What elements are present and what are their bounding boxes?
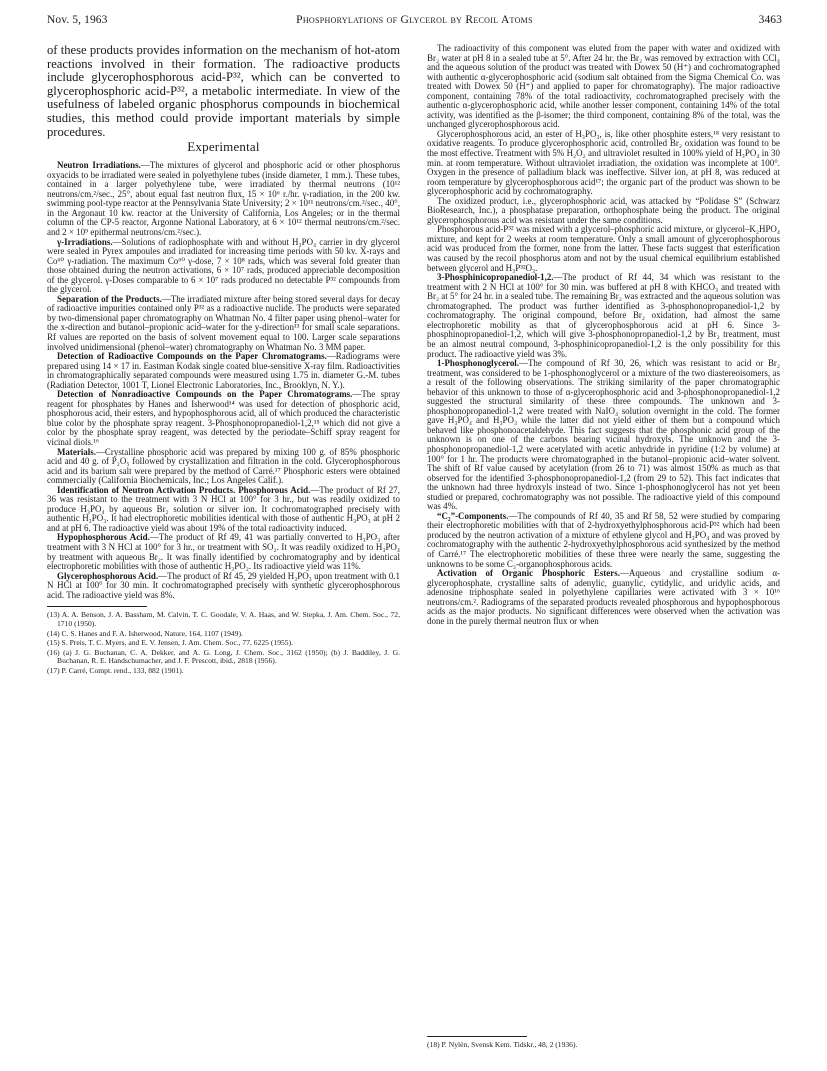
body-paragraph xyxy=(47,390,400,447)
right-column xyxy=(427,44,780,626)
paragraph-text: —The spray reagent for phosphates by Hanes and Isherwood¹⁴ was used for detection of phosphoric acid, phosphorous acid, their esters, and hypophosphorous acid, all of which produced the characteristic blue color by the phosphate spray reagent. 3-Phosphonopropanediol-1,2,¹⁵ which did not give a color by the phosphate spray reagent, was detected by the periodate–Schiff spray reagent for vicinal diols.¹⁶ xyxy=(47,389,400,448)
footnote: (13) A. A. Benson, J. A. Bassham, M. Calvin, T. C. Goodale, V. A. Haas, and W. Stepka, J. Am. Chem. Soc., 72, 1710 (1950). xyxy=(47,610,400,628)
paragraph-text: —Solutions of radiophosphate with and without H₃PO₄ carrier in dry glycerol were sealed in Pyrex ampoules and irradiated for increasing time periods with 50 kv. X-rays and Co⁶⁰ γ-radiation. The maximum Co⁶⁰ γ-dose, 7 × 10⁸ rads, which was several fold greater than those obtained during the neutron activations, 6 × 10⁷ rads, produced appreciable decomposition of the glycerol. γ-Doses comparable to 6 × 10⁷ rads produced no detectable P³² compounds from the glycerol. xyxy=(47,236,400,295)
paragraph-text: —The product of Rf 49, 41 was partially converted to H₃PO₃ after treatment with 3 N HCl at 100° for 3 hr., or treatment with SO₂. It was readily oxidized to H₃PO₄ by treatment with aqueous Br₂. It was finally identified by cochromatography and by identical electrophoretic mobilities with those of authentic H₃PO₂. Its radioactive yield was 11%. xyxy=(47,532,400,572)
paragraph-text: Phosphorous acid-P³² was mixed with a glycerol–phosphoric acid mixture, or glycerol–K₂HPO₄ mixture, and kept for 2 weeks at room temperature. Only a small amount of glycerophosphorous acid was produced from the former, none from the latter. These facts suggest that esterification was caused by the recoil phosphorus atom and not by the usual chemical equilibrium established between glycerol and H₃P³²O₃. xyxy=(427,224,780,273)
body-paragraph xyxy=(47,533,400,571)
paragraph-run-in-heading: 3-Phosphinicopropanediol-1,2. xyxy=(437,272,554,283)
body-paragraph xyxy=(427,225,780,273)
body-paragraph xyxy=(47,448,400,486)
footnote: (18) P. Nylén, Svensk Kem. Tidskr., 48, 2 (1936). xyxy=(427,1040,578,1049)
paragraph-text: The oxidized product, i.e., glycerophosphoric acid, was attacked by “Polidase S” (Schwarz BioResearch, Inc.), a phosphatase preparation, orthophosphate being the product. The original glycerophosphorous acid was resistant under the same conditions. xyxy=(427,195,780,225)
body-paragraph xyxy=(427,197,780,226)
paragraph-run-in-heading: Hypophosphorous Acid. xyxy=(57,532,150,543)
body-paragraph xyxy=(47,572,400,601)
paragraph-text: —The mixtures of glycerol and phosphoric acid or other phosphorus oxyacids to be irradiated were sealed in polyethylene tubes (inside diameter, 1 mm.). These tubes, contained in a larger polyethylene tube, were irradiated by thermal neutrons (10¹² neutrons/cm.²/sec., 25°, about equal fast neutron flux, 15 × 10⁶ r./hr. γ-radiation, in the 200 kw. swimming pool-type reactor at the Pennsylvania State University; 2 × 10¹¹ neutrons/cm.²/sec., 40°, in the Argonaut 10 kw. reactor at the University of California, Los Angeles; or in the thermal column of the CP-5 reactor, Argonne National Laboratory, at 6 × 10¹² thermal neutrons/cm.²/sec. and 2 × 10⁹ epithermal neutrons/cm.²/sec.). xyxy=(47,160,400,237)
running-header xyxy=(47,14,782,30)
paragraph-text: —Aqueous and crystalline sodium α-glycerophosphate, crystalline salts of adenylic, guanylic, cytidylic, and uridylic acids, and adenosine triphosphate sealed in polyethylene capillaries were activated with 3 × 10¹⁶ neutrons/cm.². Radiograms of the separated products revealed phosphorous and hypophosphorous acids as the major products. No significant differences were observed when the activation was done in the purely thermal neutron flux or when xyxy=(427,568,780,626)
paragraph-text: —Crystalline phosphoric acid was prepared by mixing 100 g. of 85% phosphoric acid and 40 g. of P₂O₅ followed by crystallization and filtration in the cold. Glycerophosphorous acid and its barium salt were prepared by the method of Carré.¹⁷ Phosphoric esters were obtained commercially (California Biochemicals, Inc.; Los Angeles Calif.). xyxy=(47,446,400,486)
footnote: (15) S. Preis, T. C. Myers, and E. V. Jensen, J. Am. Chem. Soc., 77, 6225 (1955). xyxy=(47,638,294,648)
intro-paragraph: of these products provides information on the mechanism of hot-atom reactions involved in their formation. The radioactive products include glycerophosphorous acid-P³², which can be converted to glycerophosphoric acid-P³², a metabolic intermediate. In view of the usefulness of labeled organic phosphorus compounds in biochemical studies, this method could provide important materials by simple procedures. xyxy=(47,43,400,139)
paragraph-run-in-heading: Detection of Radioactive Compounds on the Paper Chromatograms. xyxy=(57,351,327,362)
paragraph-run-in-heading: “C₂”-Components. xyxy=(437,510,509,521)
body-paragraph xyxy=(47,161,400,237)
footnote: (16) (a) J. G. Buchanan, C. A. Dekker, and A. G. Long, J. Chem. Soc., 3162 (1950); (b) J. Baddiley, J. G. Buchanan, R. E. Handschumacher, and J. F. Prescott, ibid., 2818 (1956). xyxy=(47,647,400,666)
left-footnotes xyxy=(47,611,400,675)
paragraph-text: —The compounds of Rf 40, 35 and Rf 58, 52 were studied by comparing their electrophoretic mobilities with that of 2-hydroxyethylphosphorous acid-P³² which had been produced by the neutron activation of a mixture of ethylene glycol and H₃PO₄ and was proved by cochromatography with the authentic 2-hydroxyethylphosphorous acid synthesized by the method of Carré.¹⁷ The electrophoretic mobilities of these three were nearly the same, suggesting the unknowns to be some C₂-organophosphorous acids. xyxy=(427,510,780,569)
paragraph-run-in-heading: Materials. xyxy=(57,446,96,457)
footnote: (17) P. Carré, Compt. rend., 133, 882 (1901). xyxy=(47,665,184,675)
paragraph-text: —The compound of Rf 30, 26, which was resistant to acid or Br₂ treatment, was considered to be 1-phosphonoglycerol or a mixture of the two diastereoisomers, as a result of the following observations. The striking similarity of the paper chromatographic behavior of this unknown to those of α-glycerophosphoric acid and 3-phosphonopropanediol-1,2 suggested the structural similarity of these three compounds. The unknown and 3-phosphonopropanediol-1,2 were treated with NaIO₄ solution overnight in the cold. The former gave H₃PO₄ and H₃PO₃ while the latter did not yield either of them but a compound which behaved like phosphonoacetaldehyde. This fact suggests that the phosphonic acid group of the unknown is on one of the carbons bearing vicinal hydroxyls. The unknown and the 3-phosphonopropanediol-1,2 were acetylated with acetic anhydride in pyridine (1:2 by volume) at 100° for 1 hr. The products were chromatographed in the butanol–propionic acid–water solvent. The shift of Rf value caused by acetylation (from 26 to 71) was almost 150% as much as that observed for the identified 3-phosphonopropanediol-1,2 (from 29 to 52). This fact indicates that the unknown had three hydroxyls instead of two. Since 1-phosphonoglycerol has not yet been studied or prepared, cochromatography was not possible. The radioactive yield of this compound was 4%. xyxy=(427,358,780,512)
paragraph-run-in-heading: 1-Phosphonoglycerol. xyxy=(437,358,520,369)
right-footnote-block xyxy=(427,1036,780,1051)
paragraph-run-in-heading: γ-Irradiations. xyxy=(57,236,113,247)
body-paragraph xyxy=(47,486,400,534)
paragraph-run-in-heading: Glycerophosphorous Acid. xyxy=(57,570,159,581)
footnote-rule xyxy=(427,1036,527,1037)
section-heading-experimental: Experimental xyxy=(187,139,260,155)
running-title: Phosphorylations of Glycerol by Recoil Atoms xyxy=(296,14,533,26)
paragraph-text: Glycerophosphorous acid, an ester of H₃PO₃, is, like other phosphite esters,¹⁸ very resistant to oxidative reagents. To produce glycerophosphoric acid, controlled Br₂ oxidation was found to be the most effective. Treatment with 5% H₂O₂ and ultraviolet resulted in 100% yield of H₃PO₄ in 30 min. at room temperature. Without ultraviolet irradiation, the oxidation was incomplete at 100°. Oxygen in the presence of palladium black was ineffective. Silver ion, at pH 8, was reduced at room temperature by glycerophosphorous acid¹⁷; the organic part of the product was shown to be glycerophosphoric acid by cochromatography. xyxy=(427,128,780,197)
paragraph-run-in-heading: Identification of Neutron Activation Products. Phosphorous Acid. xyxy=(57,484,311,495)
right-footnotes xyxy=(427,1041,780,1050)
paragraph-run-in-heading: Separation of the Products. xyxy=(57,293,162,304)
left-body-text xyxy=(47,161,400,600)
issue-date: Nov. 5, 1963 xyxy=(47,14,108,26)
footnote-rule xyxy=(47,606,147,607)
left-column xyxy=(47,44,400,676)
body-paragraph xyxy=(427,512,780,569)
body-paragraph xyxy=(427,273,780,359)
body-paragraph xyxy=(47,295,400,352)
paragraph-text: —The product of Rf 27, 36 was resistant to the treatment with 3 N HCl at 100° for 3 hr., but was readily oxidized to produce H₃PO₄ by aqueous Br₂ solution or silver ion. It cochromatographed precisely with authentic H₃PO₃. It had electrophoretic mobilities identical with those of authentic H₃PO₃ at pH 2 and at pH 6. The radioactive yield was about 19% of the total radioactivity induced. xyxy=(47,484,400,533)
paragraph-run-in-heading: Neutron Irradiations. xyxy=(57,160,141,171)
paragraph-text: —Radiograms were prepared using 14 × 17 in. Eastman Kodak single coated blue-sensitive X-ray film. Radioactivities in chromatographically separated compounds were measured using 1.75 in. diameter G.-M. tubes (Radiation Detector, 1001 T, Lionel Electronic Laboratories, Inc., Brooklyn, N. Y.). xyxy=(47,351,400,390)
paragraph-run-in-heading: Detection of Nonradioactive Compounds on the Paper Chromatograms. xyxy=(57,389,353,400)
paragraph-text: —The product of Rf 44, 34 which was resistant to the treatment with 2 N HCl at 100° for 30 min. was buffered at pH 8 with KHCO₃ and treated with Br₂ at 5° for 24 hr. in a sealed tube. The remaining Br₂ was extracted and the aqueous solution was chromatographed. The product was further identified as 3-phosphonopropanediol-1,2 by cochromatography. The original compound, before Br₂ oxidation, had almost the same electrophoretic mobility as that of glycerophosphorous acid at pH 6. Since 3-phosphinopropanediol-1,2, which will give 3-phosphonopropanediol-1,2 by Br₂ treatment, must be an almost neutral compound, 3-phosphinicopropanediol-1,2 is the only possibility for this product. The radioactive yield was 3%. xyxy=(427,272,780,359)
right-body-text xyxy=(427,44,780,626)
paragraph-text: —The product of Rf 45, 29 yielded H₃PO₃ upon treatment with 0.1 N HCl at 100° for 30 min. It cochromatographed precisely with synthetic glycerophosphorous acid. The radioactive yield was 8%. xyxy=(47,570,400,600)
paragraph-text: The radioactivity of this component was eluted from the paper with water and oxidized with Br₂ water at pH 8 in a sealed tube at 5°. After 24 hr. the Br₂ was removed by extraction with CCl₄ and the aqueous solution of the product was treated with Dowex 50 (H⁺) and cochromatographed with authentic α-glycerophosphoric acid (sodium salt obtained from the Sigma Chemical Co. was treated with Dowex 50 (H⁺) and applied to paper for chromatography). The major radioactive component, containing 78% of the total radioactivity, cochromatographed precisely with the authentic α-glycerophosphoric acid, while another lesser component, containing 14% of the total activity, was identified as the β-isomer; the third component, containing 8% of the total, was the unchanged glycerophosphorous acid. xyxy=(427,43,780,130)
body-paragraph xyxy=(427,44,780,130)
footnote: (14) C. S. Hanes and F. A. Isherwood, Nature, 164, 1107 (1949). xyxy=(47,628,243,638)
paragraph-run-in-heading: Activation of Organic Phosphoric Esters. xyxy=(437,568,620,579)
body-paragraph xyxy=(47,238,400,295)
body-paragraph xyxy=(427,359,780,512)
body-paragraph xyxy=(427,569,780,626)
body-paragraph xyxy=(427,130,780,197)
body-paragraph xyxy=(47,352,400,390)
page-number: 3463 xyxy=(758,14,782,26)
paragraph-text: —The irradiated mixture after being stored several days for decay of radioactive impurities contained only P³² as a radioactive nuclide. The products were separated by two-dimensional paper chromatography on Whatman No. 4 filter paper using phenol–water for the x-direction and butanol–propionic acid–water for the y-direction¹³ for small scale separations. Rf values are reported on the basis of solvent movement equal to 100. Larger scale separations involved unidimensional (phenol–water) chromatography on Whatman No. 3 MM paper. xyxy=(47,293,400,352)
